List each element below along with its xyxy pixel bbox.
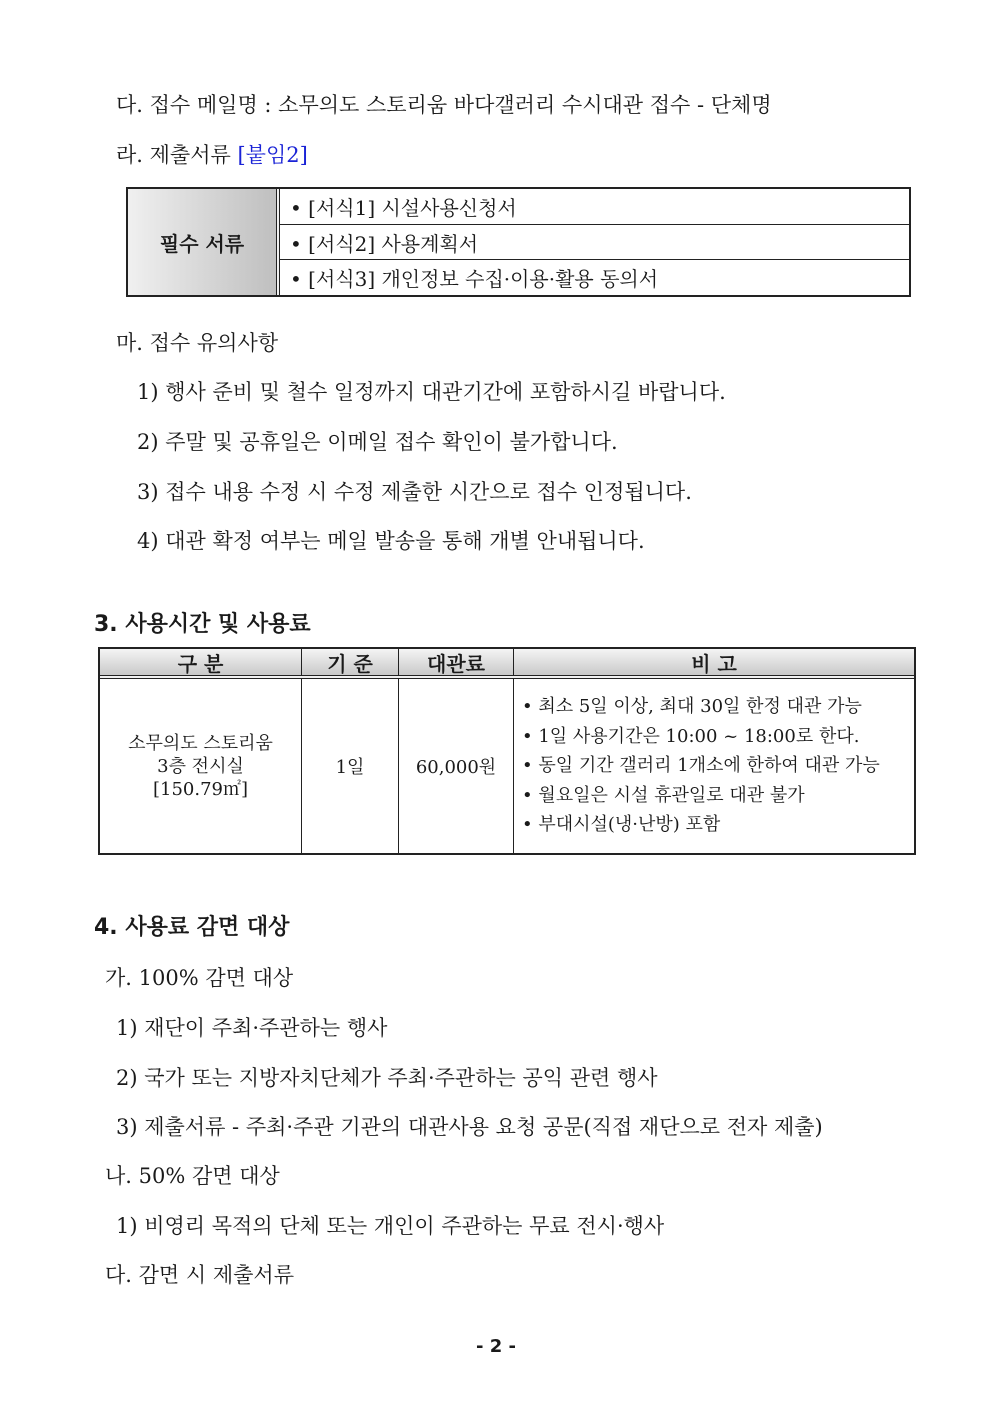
reduction-100-title: 가. 100% 감면 대상 bbox=[105, 966, 294, 990]
remark-item: • 동일 기간 갤러리 1개소에 한하여 대관 가능 bbox=[522, 755, 880, 777]
notice-item: 3) 접수 내용 수정 시 수정 제출한 시간으로 접수 인정됩니다. bbox=[137, 480, 692, 504]
remark-item: • 1일 사용기간은 10:00 ~ 18:00로 한다. bbox=[522, 725, 860, 747]
notice-item: 2) 주말 및 공휴일은 이메일 접수 확인이 불가합니다. bbox=[137, 430, 618, 454]
required-docs-list bbox=[280, 189, 909, 295]
required-docs-header: 필수 서류 bbox=[128, 189, 280, 295]
notice-title: 마. 접수 유의사항 bbox=[116, 331, 279, 355]
notice-item: 1) 행사 준비 및 철수 일정까지 대관기간에 포함하시길 바랍니다. bbox=[137, 380, 726, 404]
column-header-remarks: 비 고 bbox=[691, 651, 737, 676]
mail-subject-line: 다. 접수 메일명 : 소무의도 스토리움 바다갤러리 수시대관 접수 - 단체명 bbox=[116, 93, 772, 117]
usage-fee-table-row bbox=[100, 679, 914, 853]
required-doc-item: • [서식1] 시설사용신청서 bbox=[280, 189, 909, 225]
facility-cell bbox=[100, 679, 302, 853]
basis-cell: 1일 bbox=[302, 679, 399, 853]
usage-fee-table-header bbox=[100, 649, 914, 679]
section-4-title: 4. 사용료 감면 대상 bbox=[94, 915, 290, 940]
facility-area: [150.79㎡] bbox=[152, 778, 249, 800]
reduction-100-item: 3) 제출서류 - 주최·주관 기관의 대관사용 요청 공문(직접 재단으로 전자 제출) bbox=[116, 1115, 823, 1139]
reduction-100-item: 1) 재단이 주최·주관하는 행사 bbox=[116, 1016, 388, 1040]
usage-fee-table bbox=[98, 647, 916, 855]
remark-item: • 월요일은 시설 휴관일로 대관 불가 bbox=[522, 784, 805, 806]
required-doc-item: • [서식3] 개인정보 수집·이용·활용 동의서 bbox=[290, 267, 659, 292]
facility-name: 소무의도 스토리움 bbox=[128, 732, 273, 754]
remarks-cell bbox=[514, 679, 914, 853]
reduction-50-title: 나. 50% 감면 대상 bbox=[105, 1164, 280, 1188]
facility-floor: 3층 전시실 bbox=[157, 755, 244, 777]
column-header-fee: 대관료 bbox=[399, 649, 514, 675]
attachment-ref: [붙임2] bbox=[237, 143, 308, 167]
remarks-list bbox=[522, 692, 880, 840]
required-doc-item: • [서식2] 사용계획서 bbox=[280, 225, 909, 261]
submission-docs-label: 라. 제출서류 bbox=[116, 143, 238, 167]
fee-cell: 60,000원 bbox=[399, 679, 514, 853]
column-header-category: 구 분 bbox=[100, 649, 302, 675]
notice-item: 4) 대관 확정 여부는 메일 발송을 통해 개별 안내됩니다. bbox=[137, 529, 645, 553]
required-docs-table bbox=[126, 187, 911, 297]
page-number: - 2 - bbox=[476, 1336, 516, 1357]
reduction-docs-title: 다. 감면 시 제출서류 bbox=[105, 1263, 294, 1287]
submission-docs-line bbox=[116, 139, 308, 169]
remark-item: • 부대시설(냉·난방) 포함 bbox=[522, 814, 721, 836]
reduction-100-item: 2) 국가 또는 지방자치단체가 주최·주관하는 공익 관련 행사 bbox=[116, 1066, 658, 1090]
remark-item: • 최소 5일 이상, 최대 30일 한정 대관 가능 bbox=[522, 696, 862, 718]
column-header-basis: 기 준 bbox=[302, 649, 399, 675]
reduction-50-item: 1) 비영리 목적의 단체 또는 개인이 주관하는 무료 전시·행사 bbox=[116, 1214, 665, 1238]
section-3-title: 3. 사용시간 및 사용료 bbox=[94, 612, 311, 637]
